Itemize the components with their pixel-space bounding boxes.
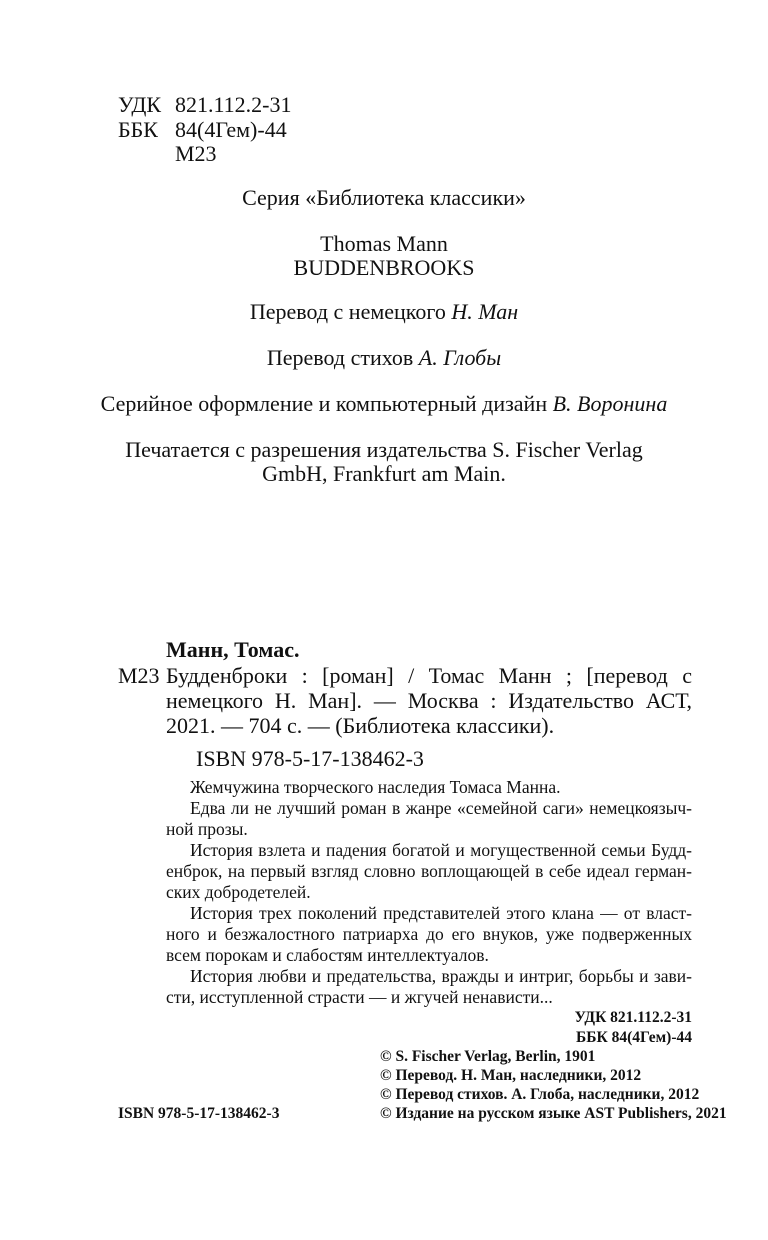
- annotation-p4-line-2: ного и безжалостного патриарха до его внуков, уже подверженных: [166, 924, 692, 944]
- designer-name: В. Воронина: [552, 391, 668, 416]
- annotation-p2-line-2: ной прозы.: [166, 819, 248, 839]
- catalog-desc-line-3: 2021. — 704 с. — (Библиотека классики).: [166, 713, 555, 738]
- udk-label: УДК: [118, 92, 162, 117]
- bbk-label: ББК: [118, 117, 158, 142]
- catalog-desc-line-1: Будденброки : [роман] / Томас Манн ; [перевод с: [166, 663, 692, 688]
- copyright-line: © Перевод. Н. Ман, наследники, 2012: [380, 1067, 642, 1084]
- design-credit: [0, 392, 768, 416]
- permission-line-2: GmbH, Frankfurt am Main.: [262, 461, 506, 486]
- catalog-mark: М23: [118, 663, 160, 688]
- annotation-p5-line-2: сти, исступленной страсти — и жгучей ненависти...: [166, 987, 553, 1007]
- annotation-p2-line-1: Едва ли не лучший роман в жанре «семейной саги» немецкоязыч-: [190, 798, 692, 818]
- annotation-p4-line-3: всем порокам и слабостям интеллектуалов.: [166, 945, 489, 965]
- annotation-p5-line-1: История любви и предательства, вражды и интриг, борьбы и зави-: [190, 966, 692, 986]
- bbk-repeat: ББК 84(4Гем)-44: [576, 1029, 692, 1046]
- annotation-p3-line-1: История взлета и падения богатой и могущественной семьи Будд-: [190, 840, 692, 860]
- verse-credit: [0, 346, 768, 370]
- annotation-p3-line-2: енброк, на первый взгляд словно воплощающей в себе идеал герман-: [166, 861, 692, 881]
- author-mark: М23: [175, 141, 217, 166]
- design-prefix: Серийное оформление и компьютерный дизайн: [100, 391, 548, 416]
- original-author: Thomas Mann: [320, 231, 448, 256]
- annotation-p4-line-1: История трех поколений представителей этого клана — от власт-: [190, 903, 692, 923]
- translation-credit: [0, 300, 768, 324]
- catalog-author-heading: Манн, Томас.: [166, 637, 300, 662]
- udk-repeat: УДК 821.112.2-31: [574, 1009, 692, 1026]
- translator-name: Н. Ман: [451, 299, 519, 324]
- copyright-line: © Перевод стихов. А. Глоба, наследники, 2012: [380, 1086, 700, 1103]
- annotation-p1: Жемчужина творческого наследия Томаса Манна.: [190, 777, 561, 797]
- catalog-desc-line-2: немецкого Н. Ман]. — Москва : Издательство АСТ,: [166, 688, 692, 713]
- copyright-line: © S. Fischer Verlag, Berlin, 1901: [380, 1048, 596, 1065]
- copyright-line: © Издание на русском языке AST Publishers, 2021: [380, 1105, 727, 1122]
- annotation-p3-line-3: ских добродетелей.: [166, 882, 311, 902]
- original-title: BUDDENBROOKS: [293, 255, 475, 280]
- footer-isbn: ISBN 978-5-17-138462-3: [118, 1105, 280, 1122]
- permission-line-1: Печатается с разрешения издательства S. Fischer Verlag: [125, 437, 643, 462]
- catalog-isbn: ISBN 978-5-17-138462-3: [196, 746, 424, 771]
- udk-value: 821.112.2-31: [175, 92, 292, 117]
- verse-prefix: Перевод стихов: [266, 345, 414, 370]
- translation-prefix: Перевод с немецкого: [249, 299, 446, 324]
- bbk-value: 84(4Гем)-44: [175, 117, 287, 142]
- series-title: Серия «Библиотека классики»: [242, 185, 526, 210]
- verse-translator-name: А. Глобы: [418, 345, 502, 370]
